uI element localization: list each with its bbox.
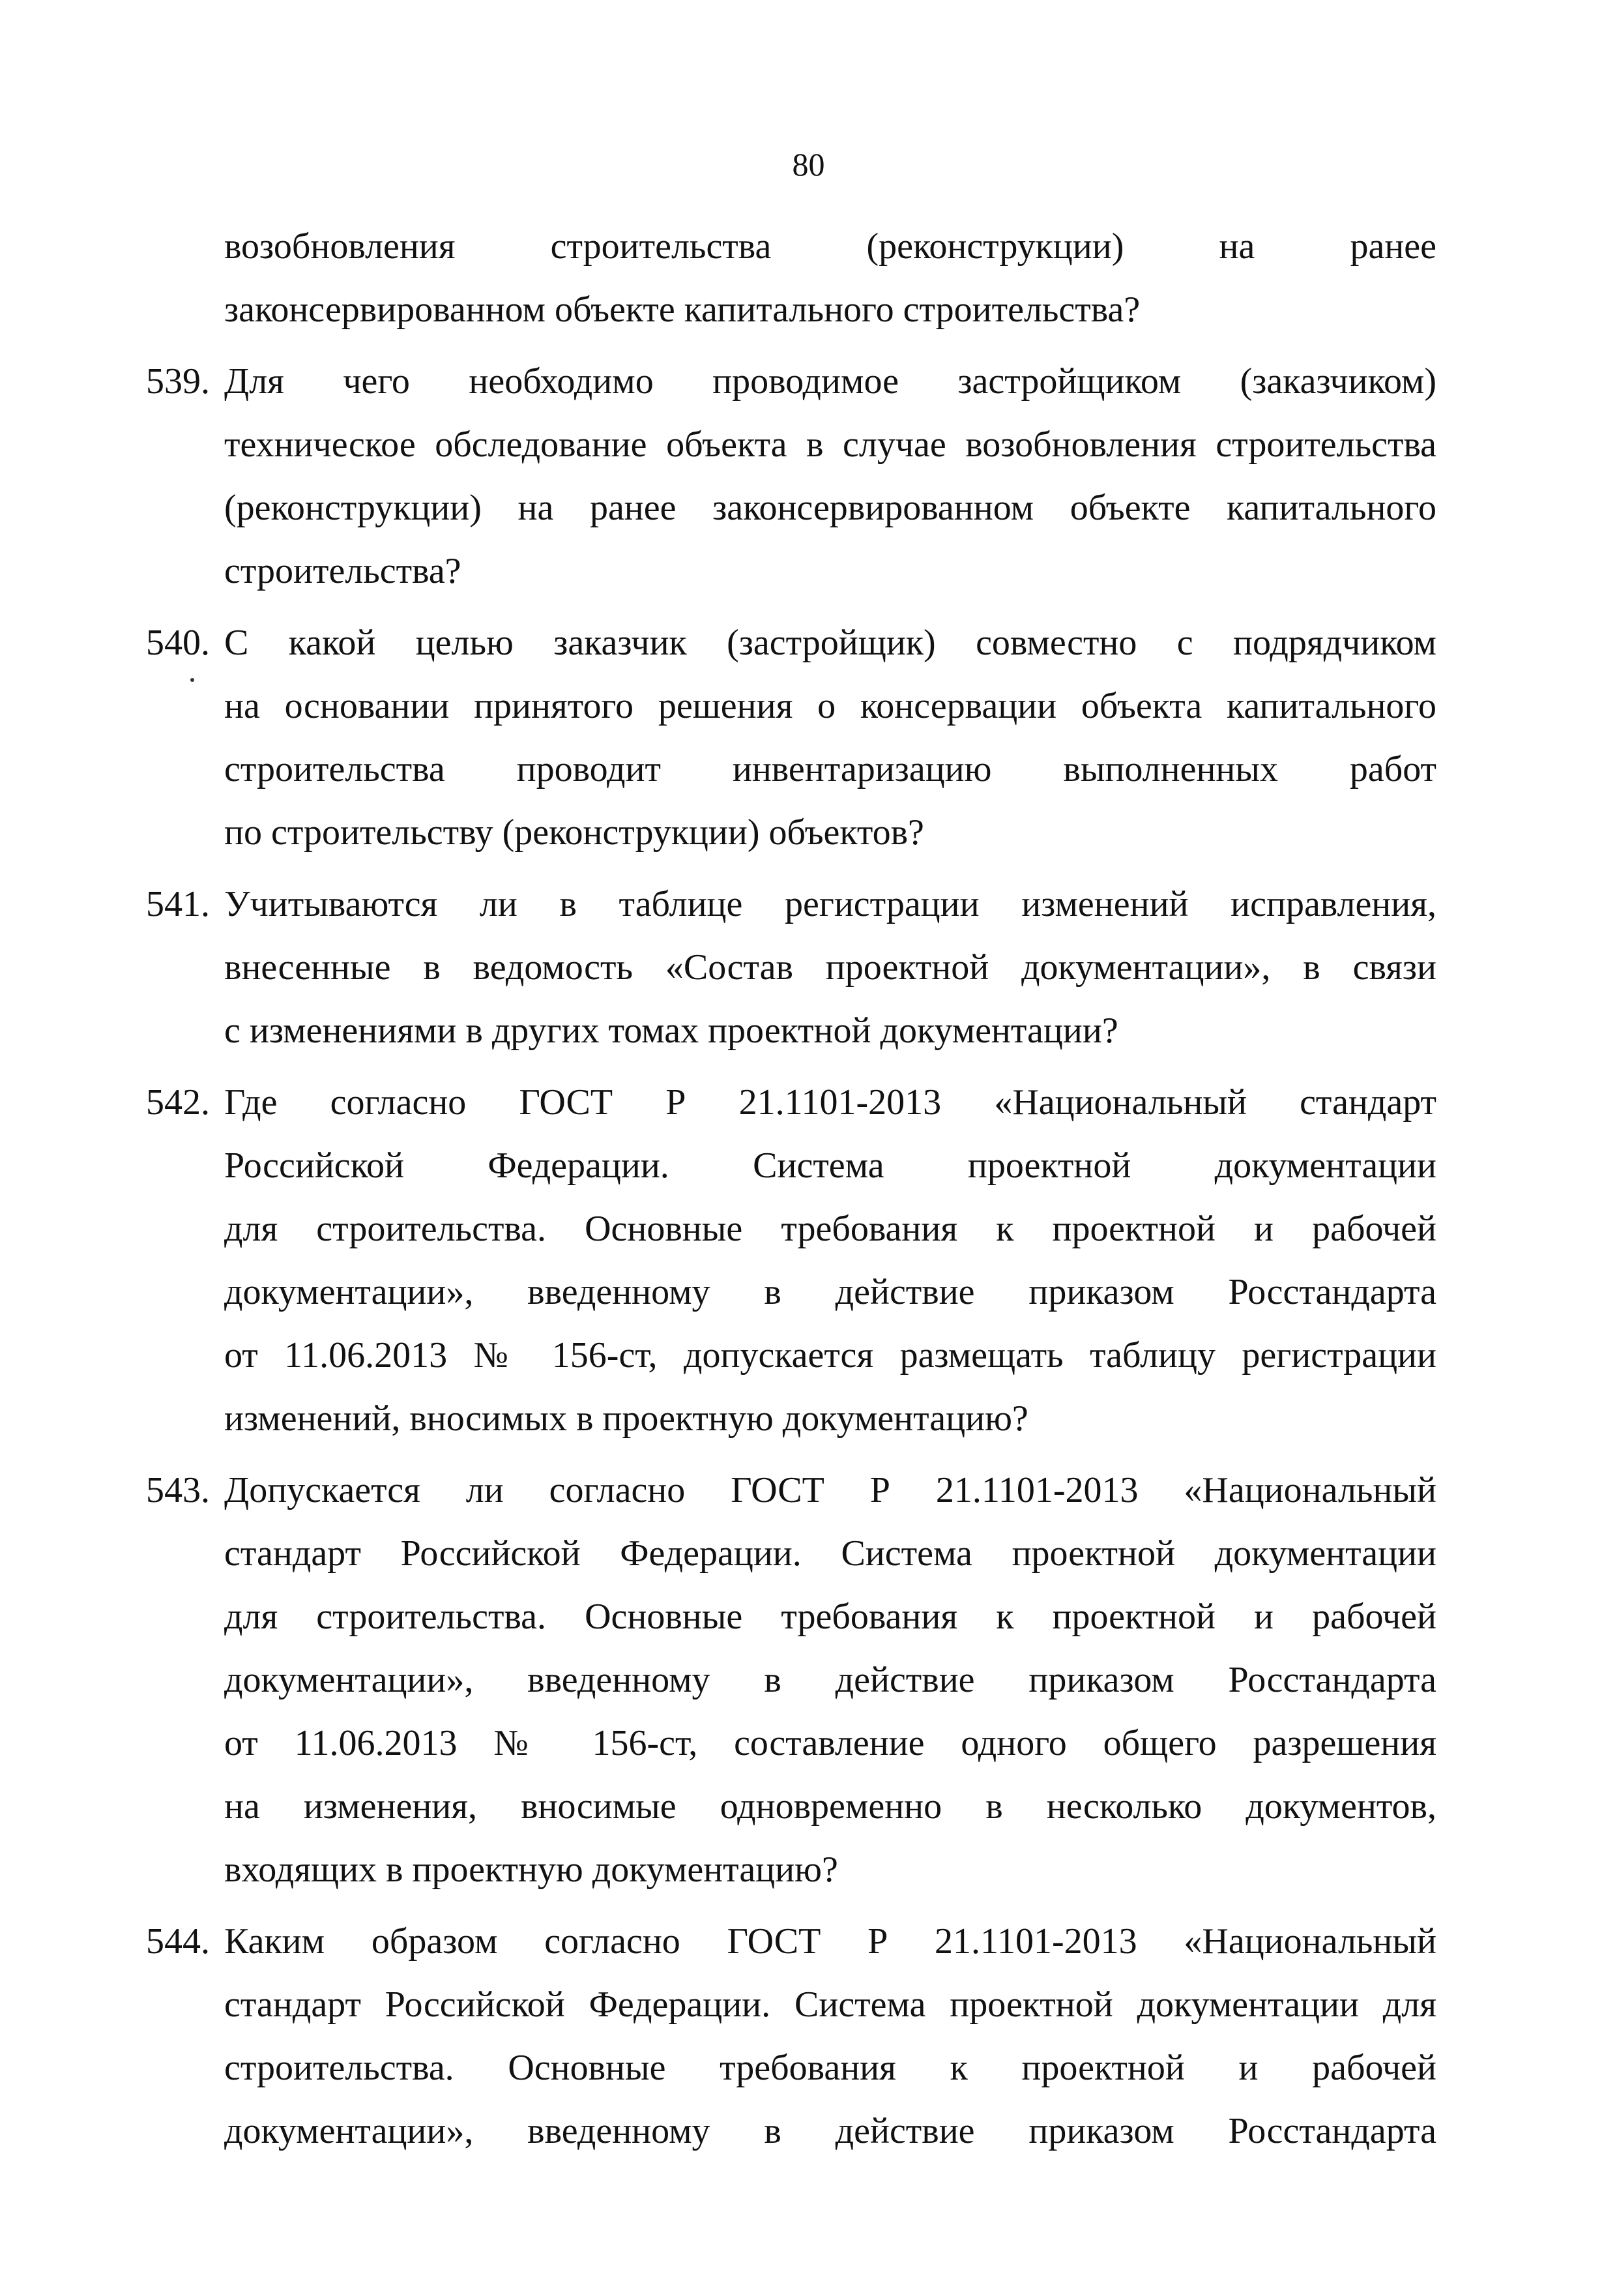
text-line: на изменения, вносимые одновременно в несколько документов, [224,1786,1436,1827]
text-line: на основании принятого решения о консервации объекта капитального [224,686,1436,726]
text-line: для строительства. Основные требования к проектной и рабочей [224,1597,1436,1637]
text-line: документации», введенному в действие приказом Росстандарта [224,1272,1436,1312]
text-line: возобновления строительства (реконструкции) на ранее [224,226,1436,267]
text-line: техническое обследование объекта в случае возобновления строительства [224,424,1436,465]
text-line: от 11.06.2013 № 156-ст, допускается размещать таблицу регистрации [224,1335,1436,1376]
text-line: строительства проводит инвентаризацию выполненных работ [224,749,1436,789]
text-line: Допускается ли согласно ГОСТ Р 21.1101-2013 «Национальный [224,1470,1436,1510]
text-line: стандарт Российской Федерации. Система проектной документации для [224,1984,1436,2025]
text-line: Для чего необходимо проводимое застройщиком (заказчиком) [224,361,1436,402]
text-line: С какой целью заказчик (застройщик) совместно с подрядчиком [224,623,1436,663]
text-line: от 11.06.2013 № 156-ст, составление одного общего разрешения [224,1723,1436,1763]
question-541 [146,873,1436,1063]
question-543 [146,1459,1436,1902]
text-line: изменений, вносимых в проектную документацию? [224,1398,1028,1439]
question-number: 539. [146,361,210,402]
text-line: строительства? [224,551,461,591]
document-body [146,215,1436,2163]
page-number: 80 [792,146,825,183]
question-544 [146,1910,1436,2163]
question-number: 540. [146,623,210,663]
question-number: 544. [146,1921,210,1962]
text-line: Учитываются ли в таблице регистрации изменений исправления, [224,884,1436,924]
text-line: документации», введенному в действие приказом Росстандарта [224,2111,1436,2151]
text-line: (реконструкции) на ранее законсервированном объекте капитального [224,488,1436,528]
question-number: 543. [146,1470,210,1510]
question-number: 541. [146,884,210,924]
text-line: с изменениями в других томах проектной документации? [224,1010,1118,1051]
scan-speck [190,678,194,682]
question-542 [146,1071,1436,1450]
question-539 [146,350,1436,603]
text-line: документации», введенному в действие приказом Росстандарта [224,1660,1436,1700]
text-line: Каким образом согласно ГОСТ Р 21.1101-2013 «Национальный [224,1921,1436,1962]
text-line: стандарт Российской Федерации. Система проектной документации [224,1533,1436,1574]
text-line: для строительства. Основные требования к проектной и рабочей [224,1209,1436,1249]
question-number: 542. [146,1082,210,1123]
text-line: Российской Федерации. Система проектной документации [224,1145,1436,1186]
continued-question [224,215,1436,342]
text-line: по строительству (реконструкции) объектов? [224,812,924,853]
question-540 [146,611,1436,864]
text-line: строительства. Основные требования к проектной и рабочей [224,2048,1436,2088]
text-line: входящих в проектную документацию? [224,1849,838,1890]
text-line: законсервированном объекте капитального строительства? [224,289,1141,330]
text-line: внесенные в ведомость «Состав проектной документации», в связи [224,947,1436,988]
text-line: Где согласно ГОСТ Р 21.1101-2013 «Национальный стандарт [224,1082,1436,1123]
